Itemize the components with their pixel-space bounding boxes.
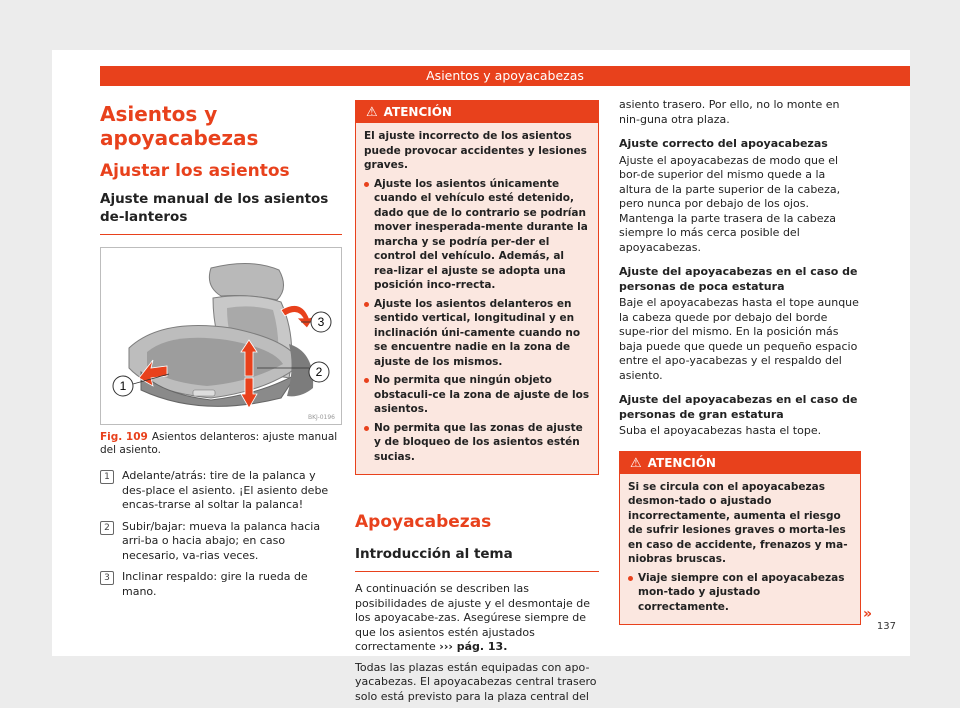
step-list [100,469,342,599]
step-text: Adelante/atrás: tire de la palanca y des-place el asiento. ¡El asiento debe encas-trarse al soltar la palanca! [122,469,329,511]
warning-title: ATENCIÓN [383,105,452,119]
column-middle [355,100,599,704]
list-item: No permita que ningún objeto obstaculi-ce la zona de ajuste de los asientos. [364,373,590,417]
warning-header [620,452,860,474]
subheading: Ajuste correcto del apoyacabezas [619,137,828,150]
warning-triangle-icon: ⚠ [630,455,642,471]
callout-2: 2 [315,365,323,379]
warning-triangle-icon: ⚠ [366,105,378,120]
warning-intro: El ajuste incorrecto de los asientos puede provocar accidentes y lesiones graves. [364,130,587,171]
list-item: Ajuste los asientos delanteros en sentido vertical, longitudinal y en inclinación úni-camente cuando no se encuentre nadie en la zona de ajuste de los mismos. [364,297,590,370]
manual-page [52,50,910,703]
paragraph: Todas las plazas están equipadas con apo-yacabezas. El apoyacabezas central trasero solo está previsto para la plaza central del [355,660,597,703]
callout-3: 3 [317,315,325,329]
warning-body [620,474,860,625]
page-title: Asientos y apoyacabezas [100,102,259,150]
paragraph: Baje el apoyacabezas hasta el tope aunque la cabeza quede por debajo del borde supe-rior del mismo. En la posición más baja puede que quede un pequeño espacio entre el apo-yacabezas y el respaldo del asiento. [619,296,859,382]
divider [355,571,599,572]
step-number-badge: 3 [100,571,114,585]
list-item [100,520,342,564]
paragraph: Ajuste el apoyacabezas de modo que el bor-de superior del mismo quede a la altura de la parte superior de la cabeza, pero nunca por debajo de los ojos. Mantenga la parte trasera de la cabeza siempre lo más cerca posible del apoyacabezas. [619,153,841,254]
warning-title: ATENCIÓN [647,455,716,470]
subheading: Ajuste del apoyacabezas en el caso de personas de poca estatura [619,265,858,293]
divider [100,234,342,235]
figure-label: Fig. 109 [100,431,148,443]
figure-caption [100,431,342,457]
page-reference-link[interactable]: ››› pág. 13. [439,640,508,653]
paragraph-text: A continuación se describen las posibilidades de ajuste y el desmontaje de los apoyacabe-zas. Asegúrese siempre de que los asientos estén ajustados correctamente [355,582,591,653]
warning-box-seats [355,100,599,475]
step-number-badge: 1 [100,470,114,484]
step-text: Inclinar respaldo: gire la rueda de mano. [122,570,308,598]
paragraph: Suba el apoyacabezas hasta el tope. [619,424,822,437]
list-item: Ajuste los asientos únicamente cuando el vehículo esté detenido, dado que de lo contrario se podrían mover inesperada-mente durante la marcha y se podría per-der el control del vehículo. Además, al rea-lizar el ajuste se adopta una posición inco-rrecta. [364,177,590,293]
seat-figure [100,247,342,425]
header-band [100,66,910,86]
column-left [100,96,342,606]
figure-caption-text: Asientos delanteros: ajuste manual del asiento. [100,431,338,456]
section-title: Ajustar los asientos [100,161,290,181]
subheading: Ajuste del apoyacabezas en el caso de personas de gran estatura [619,393,858,421]
step-number-badge: 2 [100,521,114,535]
header-title: Asientos y apoyacabezas [426,68,584,83]
callout-1: 1 [119,379,127,393]
page-number: 137 [876,621,896,632]
paragraph [355,582,599,655]
list-item [100,469,342,513]
subsection-title: Ajuste manual de los asientos de-lanteros [100,191,329,225]
subsection-title: Introducción al tema [355,546,513,562]
figure-code: BKJ-0196 [307,414,335,421]
paragraph: asiento trasero. Por ello, no lo monte en nin-guna otra plaza. [619,98,840,126]
warning-header [356,101,598,123]
section-title: Apoyacabezas [355,512,492,532]
warning-intro: Si se circula con el apoyacabezas desmon-tado o ajustado incorrectamente, aumenta el riesgo de sufrir lesiones graves o morta-les en caso de accidente, frenazos y ma-niobras bruscas. [628,480,848,565]
seat-illustration [101,248,341,424]
warning-body [356,123,598,474]
list-item: Viaje siempre con el apoyacabezas mon-tado y ajustado correctamente. [628,571,852,615]
warning-box-headrest [619,451,872,626]
column-right [619,98,872,625]
continue-arrow-icon: » [862,606,872,622]
list-item: No permita que las zonas de ajuste y de bloqueo de los asientos estén sucias. [364,421,590,465]
step-text: Subir/bajar: mueva la palanca hacia arri-ba o hacia abajo; en caso necesario, va-rias veces. [122,519,321,562]
list-item [100,570,342,599]
